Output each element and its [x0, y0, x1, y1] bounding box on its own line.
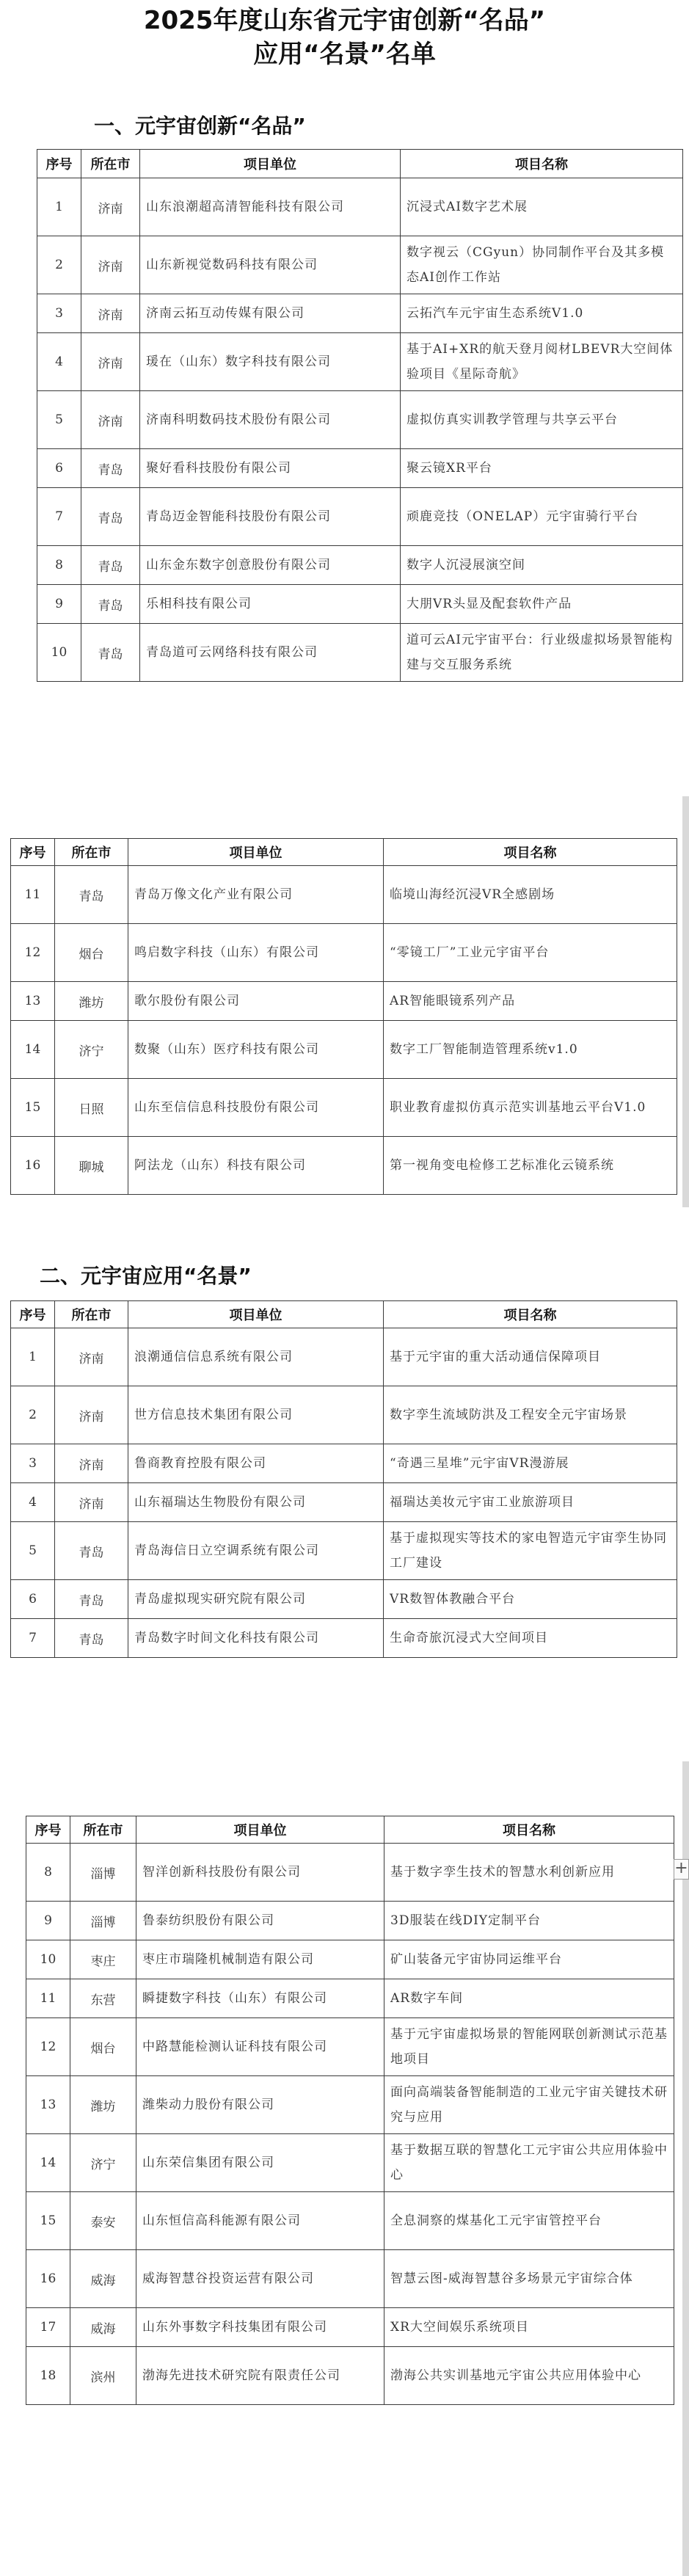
- row-unit: 渤海先进技术研究院有限责任公司: [136, 2347, 384, 2405]
- row-project-name: 虚拟仿真实训教学管理与共享云平台: [401, 391, 683, 449]
- col-header-unit: 项目单位: [128, 1301, 384, 1328]
- mingjing-table-part1: [10, 1300, 677, 1658]
- row-project-name: 职业教育虚拟仿真示范实训基地云平台V1.0: [384, 1079, 677, 1137]
- row-number: 3: [37, 294, 81, 333]
- row-unit: 山东福瑞达生物股份有限公司: [128, 1483, 384, 1522]
- row-project-name: 顽鹿竞技（ONELAP）元宇宙骑行平台: [401, 488, 683, 546]
- table-row: [11, 1444, 677, 1483]
- table-header-row: [11, 839, 677, 866]
- row-project-name: 面向高端装备智能制造的工业元宇宙关键技术研究与应用: [384, 2076, 674, 2134]
- row-city: 威海: [70, 2250, 136, 2308]
- row-city: 滨州: [70, 2347, 136, 2405]
- row-city: 烟台: [55, 924, 128, 982]
- row-project-name: 矿山装备元宇宙协同运维平台: [384, 1940, 674, 1979]
- row-city: 济南: [81, 236, 140, 294]
- row-number: 14: [11, 1021, 55, 1079]
- row-unit: 山东恒信高科能源有限公司: [136, 2192, 384, 2250]
- row-project-name: 数字孪生流域防洪及工程安全元宇宙场景: [384, 1386, 677, 1444]
- row-number: 11: [26, 1979, 70, 2018]
- row-number: 11: [11, 866, 55, 924]
- table-header-row: [37, 150, 683, 178]
- col-header-num: 序号: [37, 150, 81, 178]
- row-number: 17: [26, 2308, 70, 2347]
- row-unit: 鲁泰纺织股份有限公司: [136, 1902, 384, 1940]
- mingpin-table-part2: [10, 838, 677, 1195]
- row-project-name: 智慧云图-威海智慧谷多场景元宇宙综合体: [384, 2250, 674, 2308]
- row-unit: 数聚（山东）医疗科技有限公司: [128, 1021, 384, 1079]
- row-city: 青岛: [81, 449, 140, 488]
- row-unit: 枣庄市瑞隆机械制造有限公司: [136, 1940, 384, 1979]
- row-project-name: “零镜工厂”工业元宇宙平台: [384, 924, 677, 982]
- row-city: 威海: [70, 2308, 136, 2347]
- doc-title-line1: 2025年度山东省元宇宙创新“名品”: [143, 6, 546, 35]
- row-number: 7: [11, 1619, 55, 1658]
- row-number: 9: [26, 1902, 70, 1940]
- table-row: [37, 178, 683, 236]
- row-number: 12: [11, 924, 55, 982]
- row-unit: 鲁商教育控股有限公司: [128, 1444, 384, 1483]
- row-number: 15: [11, 1079, 55, 1137]
- row-project-name: 3D服装在线DIY定制平台: [384, 1902, 674, 1940]
- row-unit: 青岛道可云网络科技有限公司: [140, 624, 401, 682]
- table-row: [26, 2250, 674, 2308]
- table-row: [26, 1979, 674, 2018]
- row-unit: 山东至信信息科技股份有限公司: [128, 1079, 384, 1137]
- row-city: 潍坊: [55, 982, 128, 1021]
- col-header-city: 所在市: [70, 1816, 136, 1844]
- mingpin-table-continued: [10, 838, 677, 1195]
- row-number: 10: [26, 1940, 70, 1979]
- row-city: 泰安: [70, 2192, 136, 2250]
- row-number: 15: [26, 2192, 70, 2250]
- row-project-name: 数字视云（CGyun）协同制作平台及其多模态AI创作工作站: [401, 236, 683, 294]
- doc-title-line2: 应用“名景”名单: [253, 40, 436, 69]
- row-unit: 山东外事数字科技集团有限公司: [136, 2308, 384, 2347]
- table-row: [26, 1940, 674, 1979]
- table-row: [11, 1580, 677, 1619]
- row-number: 16: [26, 2250, 70, 2308]
- row-unit: 世方信息技术集团有限公司: [128, 1386, 384, 1444]
- row-unit: 山东金东数字创意股份有限公司: [140, 546, 401, 585]
- row-unit: 瑗在（山东）数字科技有限公司: [140, 333, 401, 391]
- row-number: 9: [37, 585, 81, 624]
- row-number: 5: [11, 1522, 55, 1580]
- row-number: 12: [26, 2018, 70, 2076]
- table-row: [26, 2134, 674, 2192]
- row-unit: 青岛迈金智能科技股份有限公司: [140, 488, 401, 546]
- row-number: 18: [26, 2347, 70, 2405]
- col-header-num: 序号: [26, 1816, 70, 1844]
- row-project-name: 道可云AI元宇宙平台：行业级虚拟场景智能构建与交互服务系统: [401, 624, 683, 682]
- table-row: [11, 924, 677, 982]
- row-number: 8: [26, 1844, 70, 1902]
- section1-heading: 一、元宇宙创新“名品”: [94, 114, 306, 138]
- row-city: 淄博: [70, 1844, 136, 1902]
- mingpin-table-part1: [37, 149, 682, 682]
- row-city: 东营: [70, 1979, 136, 2018]
- row-city: 青岛: [55, 1580, 128, 1619]
- row-city: 青岛: [81, 585, 140, 624]
- table-row: [37, 488, 683, 546]
- table-row: [11, 1079, 677, 1137]
- row-number: 14: [26, 2134, 70, 2192]
- row-project-name: 沉浸式AI数字艺术展: [401, 178, 683, 236]
- table-row: [26, 2347, 674, 2405]
- row-number: 5: [37, 391, 81, 449]
- row-number: 7: [37, 488, 81, 546]
- row-number: 1: [37, 178, 81, 236]
- row-project-name: 数字工厂智能制造管理系统v1.0: [384, 1021, 677, 1079]
- col-header-num: 序号: [11, 1301, 55, 1328]
- row-number: 10: [37, 624, 81, 682]
- table-row: [11, 1386, 677, 1444]
- row-unit: 济南云拓互动传媒有限公司: [140, 294, 401, 333]
- table-row: [37, 585, 683, 624]
- row-number: 8: [37, 546, 81, 585]
- row-city: 青岛: [55, 866, 128, 924]
- row-unit: 聚好看科技股份有限公司: [140, 449, 401, 488]
- row-unit: 青岛海信日立空调系统有限公司: [128, 1522, 384, 1580]
- row-number: 13: [11, 982, 55, 1021]
- table-row: [11, 1522, 677, 1580]
- row-unit: 青岛数字时间文化科技有限公司: [128, 1619, 384, 1658]
- table-row: [37, 449, 683, 488]
- expand-plus-button[interactable]: +: [674, 1859, 689, 1880]
- table-row: [11, 982, 677, 1021]
- table-row: [26, 2018, 674, 2076]
- row-project-name: 基于数字孪生技术的智慧水利创新应用: [384, 1844, 674, 1902]
- row-unit: 鸣启数字科技（山东）有限公司: [128, 924, 384, 982]
- row-unit: 中路慧能检测认证科技有限公司: [136, 2018, 384, 2076]
- row-project-name: 全息洞察的煤基化工元宇宙管控平台: [384, 2192, 674, 2250]
- table-row: [26, 2192, 674, 2250]
- row-project-name: 基于虚拟现实等技术的家电智造元宇宙孪生协同工厂建设: [384, 1522, 677, 1580]
- row-project-name: 临境山海经沉浸VR全感剧场: [384, 866, 677, 924]
- row-number: 4: [37, 333, 81, 391]
- col-header-name: 项目名称: [401, 150, 683, 178]
- row-number: 2: [37, 236, 81, 294]
- row-city: 青岛: [55, 1619, 128, 1658]
- row-city: 济南: [81, 294, 140, 333]
- col-header-unit: 项目单位: [140, 150, 401, 178]
- table-row: [26, 2076, 674, 2134]
- row-project-name: 第一视角变电检修工艺标准化云镜系统: [384, 1137, 677, 1195]
- row-project-name: 生命奇旅沉浸式大空间项目: [384, 1619, 677, 1658]
- row-unit: 潍柴动力股份有限公司: [136, 2076, 384, 2134]
- row-number: 6: [37, 449, 81, 488]
- row-city: 济南: [55, 1328, 128, 1386]
- row-project-name: 聚云镜XR平台: [401, 449, 683, 488]
- table-row: [26, 2308, 674, 2347]
- row-number: 4: [11, 1483, 55, 1522]
- row-city: 聊城: [55, 1137, 128, 1195]
- col-header-unit: 项目单位: [128, 839, 384, 866]
- row-number: 3: [11, 1444, 55, 1483]
- row-unit: 山东荣信集团有限公司: [136, 2134, 384, 2192]
- row-city: 青岛: [81, 546, 140, 585]
- table-row: [11, 1619, 677, 1658]
- page-edge-shade: [682, 796, 689, 1207]
- row-project-name: 福瑞达美妆元宇宙工业旅游项目: [384, 1483, 677, 1522]
- table-row: [11, 1021, 677, 1079]
- table-header-row: [11, 1301, 677, 1328]
- row-city: 枣庄: [70, 1940, 136, 1979]
- table-row: [37, 294, 683, 333]
- row-unit: 山东浪潮超高清智能科技有限公司: [140, 178, 401, 236]
- col-header-name: 项目名称: [384, 1301, 677, 1328]
- row-city: 济南: [55, 1386, 128, 1444]
- row-city: 济宁: [55, 1021, 128, 1079]
- row-unit: 青岛虚拟现实研究院有限公司: [128, 1580, 384, 1619]
- section2-heading: 二、元宇宙应用“名景”: [40, 1264, 252, 1288]
- row-city: 青岛: [81, 624, 140, 682]
- row-city: 烟台: [70, 2018, 136, 2076]
- row-unit: 浪潮通信信息系统有限公司: [128, 1328, 384, 1386]
- col-header-city: 所在市: [55, 1301, 128, 1328]
- col-header-city: 所在市: [81, 150, 140, 178]
- table-row: [11, 1137, 677, 1195]
- table-row: [37, 546, 683, 585]
- table-header-row: [26, 1816, 674, 1844]
- row-number: 6: [11, 1580, 55, 1619]
- row-project-name: VR数智体教融合平台: [384, 1580, 677, 1619]
- row-unit: 乐相科技有限公司: [140, 585, 401, 624]
- row-project-name: 云拓汽车元宇宙生态系统V1.0: [401, 294, 683, 333]
- row-city: 日照: [55, 1079, 128, 1137]
- col-header-name: 项目名称: [384, 839, 677, 866]
- table-row: [11, 1483, 677, 1522]
- row-city: 济南: [81, 391, 140, 449]
- table-row: [37, 333, 683, 391]
- row-unit: 歌尔股份有限公司: [128, 982, 384, 1021]
- col-header-unit: 项目单位: [136, 1816, 384, 1844]
- row-city: 济南: [55, 1483, 128, 1522]
- table-row: [26, 1844, 674, 1902]
- row-number: 16: [11, 1137, 55, 1195]
- row-project-name: 基于数据互联的智慧化工元宇宙公共应用体验中心: [384, 2134, 674, 2192]
- row-unit: 济南科明数码技术股份有限公司: [140, 391, 401, 449]
- col-header-city: 所在市: [55, 839, 128, 866]
- mingjing-table: [10, 1300, 677, 1658]
- col-header-name: 项目名称: [384, 1816, 674, 1844]
- mingjing-table-continued: [26, 1816, 674, 2405]
- row-city: 潍坊: [70, 2076, 136, 2134]
- row-unit: 威海智慧谷投资运营有限公司: [136, 2250, 384, 2308]
- row-project-name: 基于AI+XR的航天登月阅材LBEVR大空间体验项目《星际奇航》: [401, 333, 683, 391]
- row-project-name: XR大空间娱乐系统项目: [384, 2308, 674, 2347]
- row-project-name: 渤海公共实训基地元宇宙公共应用体验中心: [384, 2347, 674, 2405]
- row-project-name: 数字人沉浸展演空间: [401, 546, 683, 585]
- table-row: [37, 624, 683, 682]
- col-header-num: 序号: [11, 839, 55, 866]
- table-row: [26, 1902, 674, 1940]
- row-unit: 青岛万像文化产业有限公司: [128, 866, 384, 924]
- row-number: 13: [26, 2076, 70, 2134]
- row-project-name: “奇遇三星堆”元宇宙VR漫游展: [384, 1444, 677, 1483]
- mingpin-table: [37, 149, 683, 682]
- row-number: 1: [11, 1328, 55, 1386]
- row-city: 济南: [55, 1444, 128, 1483]
- row-unit: 智洋创新科技股份有限公司: [136, 1844, 384, 1902]
- row-city: 青岛: [55, 1522, 128, 1580]
- row-city: 济宁: [70, 2134, 136, 2192]
- row-city: 济南: [81, 178, 140, 236]
- table-row: [11, 1328, 677, 1386]
- table-row: [37, 236, 683, 294]
- row-number: 2: [11, 1386, 55, 1444]
- page-edge-shade: [682, 1761, 689, 2576]
- row-city: 济南: [81, 333, 140, 391]
- row-unit: 阿法龙（山东）科技有限公司: [128, 1137, 384, 1195]
- row-unit: 瞬捷数字科技（山东）有限公司: [136, 1979, 384, 2018]
- table-row: [37, 391, 683, 449]
- row-city: 青岛: [81, 488, 140, 546]
- row-project-name: AR智能眼镜系列产品: [384, 982, 677, 1021]
- row-project-name: AR数字车间: [384, 1979, 674, 2018]
- row-project-name: 基于元宇宙的重大活动通信保障项目: [384, 1328, 677, 1386]
- table-row: [11, 866, 677, 924]
- row-unit: 山东新视觉数码科技有限公司: [140, 236, 401, 294]
- row-city: 淄博: [70, 1902, 136, 1940]
- mingjing-table-part2: [26, 1816, 674, 2405]
- row-project-name: 大朋VR头显及配套软件产品: [401, 585, 683, 624]
- row-project-name: 基于元宇宙虚拟场景的智能网联创新测试示范基地项目: [384, 2018, 674, 2076]
